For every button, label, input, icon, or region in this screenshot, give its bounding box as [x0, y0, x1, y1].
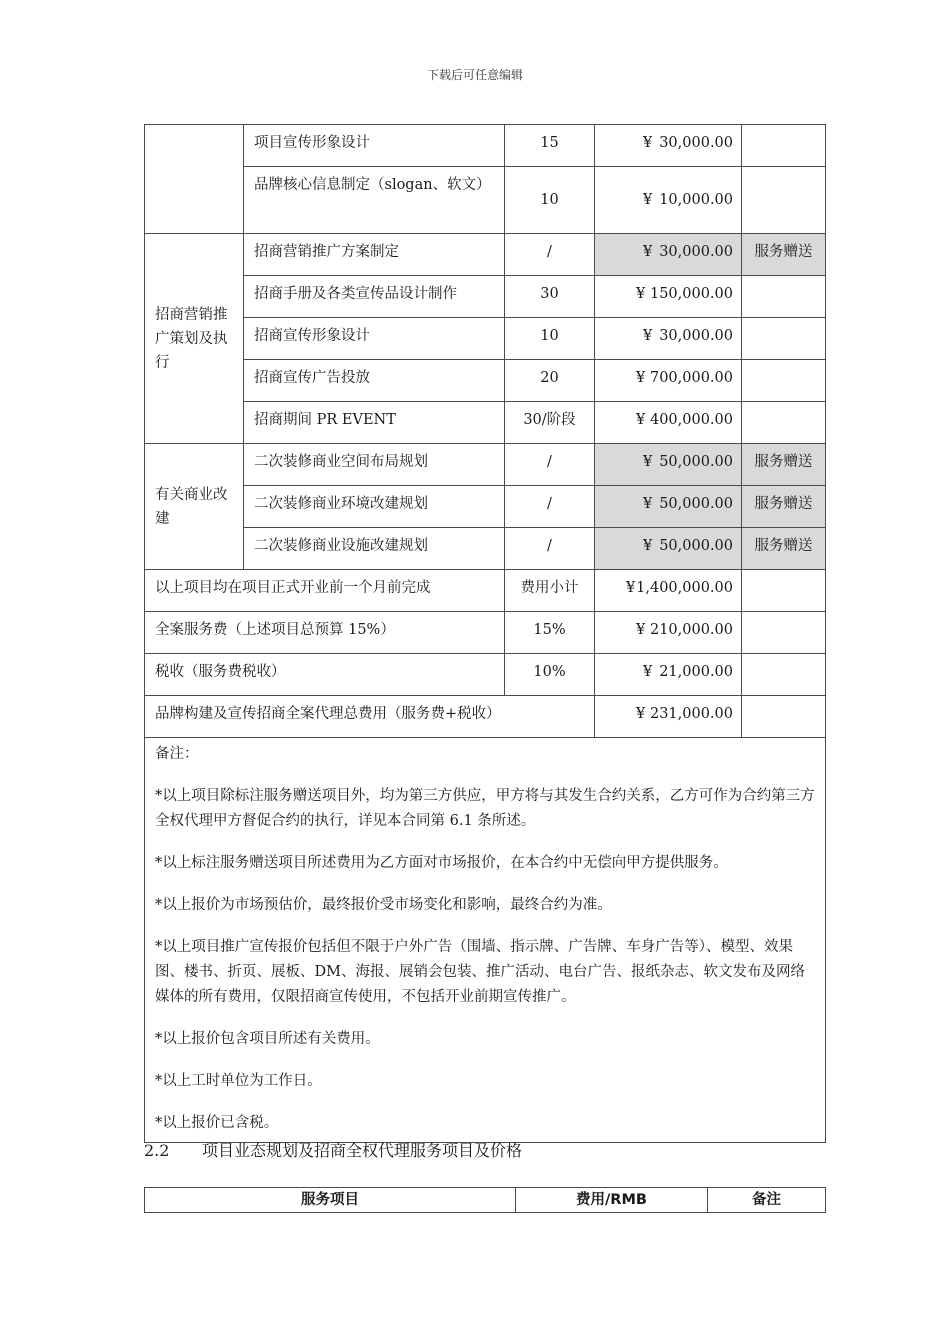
summary-label: 品牌构建及宣传招商全案代理总费用（服务费+税收）: [145, 696, 595, 738]
note-cell: 服务赠送: [742, 234, 826, 276]
note-cell: 服务赠送: [742, 444, 826, 486]
table-row: [145, 444, 826, 486]
summary-amount: [595, 612, 742, 654]
currency-symbol: ¥: [636, 370, 646, 386]
notes-cell: [145, 738, 826, 1143]
qty-cell: 10: [505, 318, 595, 360]
item-cell: 项目宣传形象设计: [244, 125, 505, 167]
summary-note: [742, 570, 826, 612]
summary-amount: [595, 570, 742, 612]
qty-cell: 30: [505, 276, 595, 318]
amount-cell: [595, 167, 742, 234]
table-row: [145, 234, 826, 276]
item-cell: 二次装修商业环境改建规划: [244, 486, 505, 528]
summary-row: [145, 612, 826, 654]
amount-value: 700,000.00: [649, 370, 733, 386]
table-row: [145, 402, 826, 444]
item-cell: 二次装修商业设施改建规划: [244, 528, 505, 570]
currency-symbol: ¥: [643, 328, 653, 344]
currency-symbol: ¥: [643, 664, 653, 680]
summary-qty: 15%: [505, 612, 595, 654]
amount-cell: [595, 276, 742, 318]
note-cell: [742, 125, 826, 167]
summary-label: 以上项目均在项目正式开业前一个月前完成: [145, 570, 505, 612]
service-table: [144, 1187, 826, 1213]
currency-symbol: ¥: [643, 454, 653, 470]
section-number: 2.2: [144, 1141, 170, 1160]
amount-cell: [595, 360, 742, 402]
amount-cell: [595, 444, 742, 486]
summary-amount: [595, 654, 742, 696]
column-header: 备注: [708, 1188, 826, 1213]
qty-cell: 30/阶段: [505, 402, 595, 444]
currency-symbol: ¥: [636, 412, 646, 428]
summary-row: [145, 570, 826, 612]
column-header: 服务项目: [145, 1188, 516, 1213]
item-cell: 二次装修商业空间布局规划: [244, 444, 505, 486]
note-item: *以上报价已含税。: [155, 1115, 279, 1131]
note-cell: [742, 167, 826, 234]
table-row: [145, 360, 826, 402]
note-cell: [742, 360, 826, 402]
item-cell: 招商手册及各类宣传品设计制作: [244, 276, 505, 318]
currency-symbol: ¥: [636, 286, 646, 302]
currency-symbol: ¥: [643, 192, 653, 208]
amount-value: 10,000.00: [659, 192, 733, 208]
section-title: 项目业态规划及招商全权代理服务项目及价格: [202, 1141, 523, 1160]
notes-title: 备注：: [155, 746, 199, 762]
amount-value: 210,000.00: [649, 622, 733, 638]
table-row: [145, 486, 826, 528]
qty-cell: /: [505, 528, 595, 570]
amount-value: 1,400,000.00: [636, 580, 733, 596]
item-cell: 品牌核心信息制定（slogan、软文）: [244, 167, 505, 234]
note-item: *以上标注服务赠送项目所述费用为乙方面对市场报价，在本合约中无偿向甲方提供服务。: [155, 855, 728, 871]
qty-cell: /: [505, 444, 595, 486]
summary-row: [145, 696, 826, 738]
table-row: [145, 276, 826, 318]
qty-cell: /: [505, 234, 595, 276]
currency-symbol: ¥: [636, 622, 646, 638]
amount-value: 400,000.00: [649, 412, 733, 428]
summary-label: 全案服务费（上述项目总预算 15%）: [145, 612, 505, 654]
note-cell: [742, 402, 826, 444]
amount-value: 30,000.00: [659, 135, 733, 151]
amount-cell: [595, 234, 742, 276]
qty-cell: 10: [505, 167, 595, 234]
amount-value: 30,000.00: [659, 244, 733, 260]
table-row: [145, 125, 826, 167]
column-header: 费用/RMB: [516, 1188, 708, 1213]
currency-symbol: ¥: [643, 135, 653, 151]
currency-symbol: ¥: [636, 706, 646, 722]
note-cell: [742, 276, 826, 318]
summary-row: [145, 654, 826, 696]
item-cell: 招商宣传广告投放: [244, 360, 505, 402]
summary-note: [742, 612, 826, 654]
table-row: [145, 528, 826, 570]
currency-symbol: ¥: [643, 538, 653, 554]
summary-note: [742, 696, 826, 738]
currency-symbol: ¥: [626, 580, 636, 596]
amount-value: 50,000.00: [659, 454, 733, 470]
price-table: [144, 124, 826, 1143]
note-item: *以上项目除标注服务赠送项目外，均为第三方供应，甲方将与其发生合约关系，乙方可作为合约第三方全权代理甲方督促合约的执行，详见本合同第 6.1 条所述。: [155, 788, 815, 829]
category-cell: 招商营销推广策划及执行: [145, 234, 244, 444]
note-item: *以上工时单位为工作日。: [155, 1073, 322, 1089]
amount-value: 150,000.00: [649, 286, 733, 302]
qty-cell: 20: [505, 360, 595, 402]
amount-cell: [595, 486, 742, 528]
note-item: *以上报价包含项目所述有关费用。: [155, 1031, 380, 1047]
amount-cell: [595, 318, 742, 360]
table-header-row: [145, 1188, 826, 1213]
item-cell: 招商宣传形象设计: [244, 318, 505, 360]
amount-value: 30,000.00: [659, 328, 733, 344]
currency-symbol: ¥: [643, 244, 653, 260]
table-row: [145, 318, 826, 360]
amount-value: 231,000.00: [649, 706, 733, 722]
amount-cell: [595, 125, 742, 167]
note-cell: [742, 318, 826, 360]
qty-cell: /: [505, 486, 595, 528]
amount-cell: [595, 528, 742, 570]
qty-cell: 15: [505, 125, 595, 167]
amount-cell: [595, 402, 742, 444]
item-cell: 招商期间 PR EVENT: [244, 402, 505, 444]
note-cell: 服务赠送: [742, 528, 826, 570]
summary-qty: 费用小计: [505, 570, 595, 612]
category-cell: [145, 125, 244, 234]
notes-row: [145, 738, 826, 1143]
amount-value: 21,000.00: [659, 664, 733, 680]
note-item: *以上项目推广宣传报价包括但不限于户外广告（围墙、指示牌、广告牌、车身广告等）、模型、效果图、楼书、折页、展板、DM、海报、展销会包装、推广活动、电台广告、报纸杂志、软文发布及网络媒体的所有费用，仅限招商宣传使用，不包括开业前期宣传推广。: [155, 939, 805, 1005]
amount-value: 50,000.00: [659, 496, 733, 512]
amount-value: 50,000.00: [659, 538, 733, 554]
summary-note: [742, 654, 826, 696]
summary-label: 税收（服务费税收）: [145, 654, 505, 696]
page-header: 下载后可任意编辑: [426, 68, 523, 82]
currency-symbol: ¥: [643, 496, 653, 512]
category-cell: 有关商业改建: [145, 444, 244, 570]
note-item: *以上报价为市场预估价，最终报价受市场变化和影响，最终合约为准。: [155, 897, 612, 913]
summary-amount: [595, 696, 742, 738]
item-cell: 招商营销推广方案制定: [244, 234, 505, 276]
summary-qty: 10%: [505, 654, 595, 696]
section-heading: [144, 1138, 522, 1161]
note-cell: 服务赠送: [742, 486, 826, 528]
table-row: [145, 167, 826, 234]
